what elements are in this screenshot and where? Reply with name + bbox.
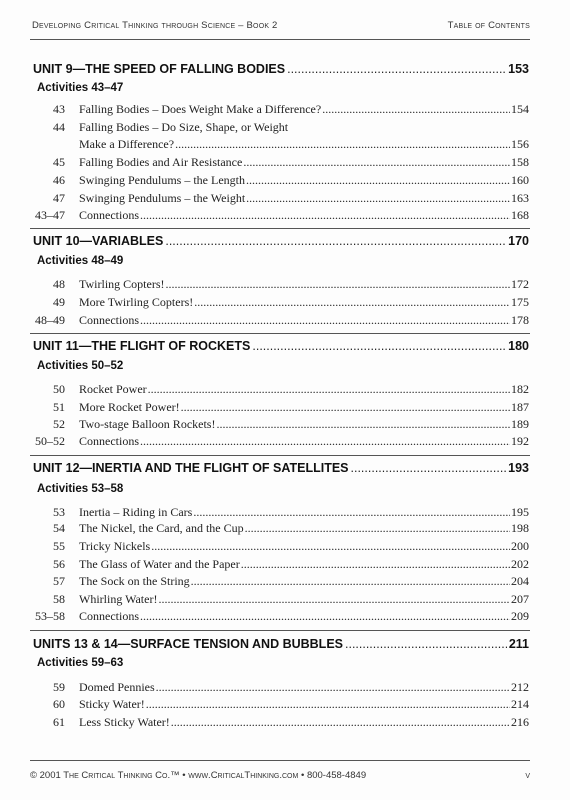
page-number: 204 — [511, 574, 529, 588]
toc-row — [30, 295, 529, 311]
page-number: 195 — [511, 505, 529, 519]
page-number: 207 — [511, 592, 529, 606]
activity-number: 60 — [53, 697, 65, 711]
leader-dots — [246, 191, 510, 206]
leader-dots — [140, 609, 510, 624]
page-number: 200 — [511, 539, 529, 553]
activity-number: 49 — [53, 295, 65, 309]
page-number: 212 — [511, 680, 529, 694]
book-title: Developing Critical Thinking through Science – Book 2 — [32, 20, 278, 31]
leader-dots — [171, 715, 510, 730]
leader-dots — [241, 557, 510, 572]
leader-dots — [148, 382, 510, 397]
toc-row — [30, 434, 529, 450]
unit-page: 170 — [508, 234, 529, 248]
toc-row — [30, 697, 529, 713]
page-number: 156 — [511, 137, 529, 151]
activity-title: More Twirling Copters! — [79, 295, 194, 309]
page-number: 178 — [511, 313, 529, 327]
toc-row — [30, 382, 529, 398]
page-number: 172 — [511, 277, 529, 291]
activity-title: Swinging Pendulums – the Weight — [79, 191, 246, 205]
unit-title: UNIT 11—THE FLIGHT OF ROCKETS — [33, 339, 251, 353]
page-number: 202 — [511, 557, 529, 571]
toc-row — [30, 102, 529, 118]
toc-row — [30, 680, 529, 696]
toc-row — [30, 173, 529, 189]
activity-number: 50 — [53, 382, 65, 396]
activity-number: 48–49 — [35, 313, 65, 327]
activity-title: Connections — [79, 434, 139, 448]
activity-title: Make a Difference? — [79, 137, 175, 151]
activity-number: 51 — [53, 400, 65, 414]
page-number: 187 — [511, 400, 529, 414]
activity-title: Connections — [79, 208, 139, 222]
activity-number: 53 — [53, 505, 65, 519]
leader-dots — [287, 62, 506, 76]
activity-title: Connections — [79, 609, 139, 623]
page-number: 158 — [511, 155, 529, 169]
unit-heading — [33, 637, 529, 653]
toc-row — [30, 609, 529, 625]
page-number: 216 — [511, 715, 529, 729]
page-number: 214 — [511, 697, 529, 711]
copyright-text: © 2001 The Critical Thinking Co.™ • www.CriticalThinking.com • 800-458-4849 — [30, 770, 367, 781]
page-number: 198 — [511, 521, 529, 535]
leader-dots — [322, 102, 510, 117]
leader-dots — [146, 697, 510, 712]
activity-number: 59 — [53, 680, 65, 694]
toc-row — [30, 417, 529, 433]
toc-row — [30, 277, 529, 293]
leader-dots — [252, 339, 506, 353]
activity-number: 47 — [53, 191, 65, 205]
unit-title: UNITS 13 & 14—SURFACE TENSION AND BUBBLES — [33, 637, 343, 651]
toc-row — [30, 574, 529, 590]
leader-dots — [165, 234, 506, 248]
activity-title: More Rocket Power! — [79, 400, 180, 414]
leader-dots — [165, 277, 510, 292]
section-rule — [30, 333, 530, 334]
section-rule — [30, 630, 530, 631]
toc-row — [30, 557, 529, 573]
activity-title: Inertia – Riding in Cars — [79, 505, 193, 519]
leader-dots — [181, 400, 510, 415]
activity-title: Less Sticky Water! — [79, 715, 170, 729]
leader-dots — [140, 434, 510, 449]
activity-title: Falling Bodies – Does Weight Make a Difference? — [79, 102, 322, 116]
leader-dots — [345, 637, 507, 651]
unit-heading — [33, 234, 529, 250]
leader-dots — [156, 680, 510, 695]
page-number: 163 — [511, 191, 529, 205]
header-rule — [30, 39, 530, 40]
activity-title: Rocket Power — [79, 382, 147, 396]
activity-number: 45 — [53, 155, 65, 169]
activity-title: Sticky Water! — [79, 697, 145, 711]
activities-label: Activities 43–47 — [37, 82, 124, 94]
activity-title: Falling Bodies – Do Size, Shape, or Weight — [79, 120, 289, 134]
activities-label: Activities 48–49 — [37, 255, 124, 267]
page-number: 168 — [511, 208, 529, 222]
activity-title: Connections — [79, 313, 139, 327]
section-rule — [30, 455, 530, 456]
activity-title: The Sock on the String — [79, 574, 190, 588]
page-number: 209 — [511, 609, 529, 623]
unit-page: 193 — [508, 461, 529, 475]
activity-number: 55 — [53, 539, 65, 553]
section-rule — [30, 228, 530, 229]
leader-dots — [193, 505, 510, 520]
toc-row — [30, 521, 529, 537]
leader-dots — [243, 155, 510, 170]
activity-number: 61 — [53, 715, 65, 729]
page-number: 182 — [511, 382, 529, 396]
activity-number: 43 — [53, 102, 65, 116]
activity-number: 54 — [53, 521, 65, 535]
footer-rule — [30, 760, 530, 761]
leader-dots — [216, 417, 510, 432]
toc-row — [30, 137, 529, 153]
activity-title: Tricky Nickels — [79, 539, 151, 553]
page-number: 154 — [511, 102, 529, 116]
leader-dots — [245, 521, 510, 536]
activity-title: Whirling Water! — [79, 592, 158, 606]
activity-number: 57 — [53, 574, 65, 588]
toc-row — [30, 313, 529, 329]
page-number: 189 — [511, 417, 529, 431]
unit-title: UNIT 9—THE SPEED OF FALLING BODIES — [33, 62, 286, 76]
activity-number: 43–47 — [35, 208, 65, 222]
page-number: 160 — [511, 173, 529, 187]
leader-dots — [151, 539, 510, 554]
unit-title: UNIT 10—VARIABLES — [33, 234, 164, 248]
activity-number: 52 — [53, 417, 65, 431]
leader-dots — [246, 173, 510, 188]
toc-row — [30, 400, 529, 416]
page-number-footer: v — [525, 770, 530, 781]
activity-number: 44 — [53, 120, 65, 134]
activity-number: 46 — [53, 173, 65, 187]
page-header — [32, 20, 530, 36]
unit-heading — [33, 461, 529, 477]
leader-dots — [351, 461, 507, 475]
page-number: 175 — [511, 295, 529, 309]
toc-row — [30, 715, 529, 731]
toc-row — [30, 191, 529, 207]
toc-row — [30, 208, 529, 224]
activity-number: 58 — [53, 592, 65, 606]
activity-number: 48 — [53, 277, 65, 291]
activity-title: The Nickel, the Card, and the Cup — [79, 521, 244, 535]
unit-title: UNIT 12—INERTIA AND THE FLIGHT OF SATELLITES — [33, 461, 349, 475]
activity-title: Falling Bodies and Air Resistance — [79, 155, 243, 169]
activity-title: Two-stage Balloon Rockets! — [79, 417, 216, 431]
leader-dots — [175, 137, 510, 152]
activity-number: 53–58 — [35, 609, 65, 623]
activities-label: Activities 59–63 — [37, 657, 124, 669]
page-number: 192 — [511, 434, 529, 448]
activity-number: 50–52 — [35, 434, 65, 448]
unit-heading — [33, 62, 529, 78]
unit-heading — [33, 339, 529, 355]
leader-dots — [191, 574, 510, 589]
toc-row — [30, 592, 529, 608]
leader-dots — [194, 295, 510, 310]
leader-dots — [140, 313, 510, 328]
activities-label: Activities 50–52 — [37, 360, 124, 372]
unit-page: 153 — [508, 62, 529, 76]
activity-title: The Glass of Water and the Paper — [79, 557, 240, 571]
toc-row — [30, 539, 529, 555]
activity-title: Domed Pennies — [79, 680, 155, 694]
leader-dots — [158, 592, 510, 607]
activities-label: Activities 53–58 — [37, 483, 124, 495]
unit-page: 211 — [508, 637, 529, 651]
activity-title: Swinging Pendulums – the Length — [79, 173, 245, 187]
activity-title: Twirling Copters! — [79, 277, 165, 291]
section-title: Table of Contents — [447, 20, 530, 31]
toc-row — [30, 505, 529, 521]
activity-number: 56 — [53, 557, 65, 571]
unit-page: 180 — [508, 339, 529, 353]
leader-dots — [140, 208, 510, 223]
toc-row — [30, 155, 529, 171]
toc-row — [30, 120, 529, 136]
